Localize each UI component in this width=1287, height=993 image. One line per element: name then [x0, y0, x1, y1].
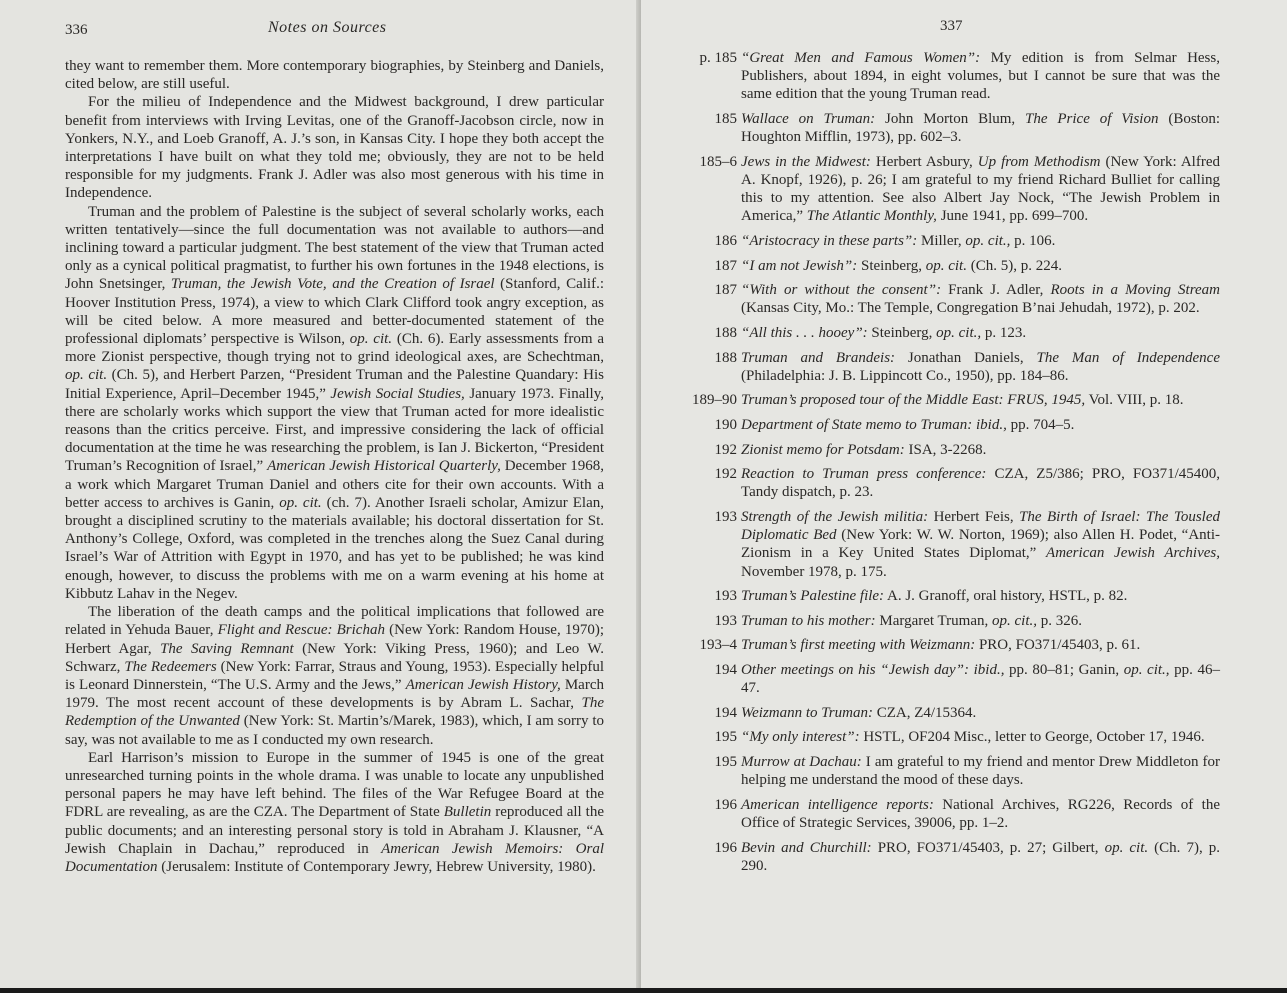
note-entry [680, 753, 1220, 789]
italic-run: Bevin and Churchill: [741, 839, 872, 856]
note-reference: 185–6 [699, 153, 737, 170]
italic-run: op. cit., [1123, 661, 1170, 678]
note-reference: 196 [714, 796, 737, 813]
note-entry [680, 587, 1220, 605]
note-entry [680, 232, 1220, 250]
note-text: Truman’s proposed tour of the Middle East: FRUS, 1945, Vol. VIII, p. 18. [741, 392, 1184, 409]
paragraph: The liberation of the death camps and the political implications that followed are related in Yehuda Bauer, Flight and Rescue: Brichah (New York: Random House, 1970); Herbert Agar, The Saving Remnant (New York: Viking Press, 1960); and Leo W. Schwarz, The Redeemers (New York: Farrar, Straus and Young, 1953). Especially helpful is Leonard Dinnerstein, “The U.S. Army and the Jews,” American Jewish History, March 1979. The most recent account of these developments is by Abram L. Sachar, The Redemption of the Unwanted (New York: St. Martin’s/Marek, 1983), which, I am sorry to say, was not available to me as I conducted my own research. [65, 604, 605, 748]
note-entry [680, 661, 1220, 697]
italic-run: Truman’s Palestine file: [741, 588, 885, 605]
paragraph: Truman and the problem of Palestine is the subject of several scholarly works, each written tentatively—since the full documentation was not available to authors—and inclining toward a particular judgment. The best statement of the view that Truman acted only as a cynical political pragmatist, to further his own fortunes in the 1948 elections, is John Snetsinger, Truman, the Jewish Vote, and the Creation of Israel (Stanford, Calif.: Hoover Institution Press, 1974), a view to which Clark Clifford took angry exception, as will be cited below. A more measured and better-documented statement of the professional diplomats’ perspective is Wilson, op. cit. (Ch. 6). Early assessments from a more Zionist perspective, though trying not to grind ideological axes, are Schechtman, op. cit. (Ch. 5), and Herbert Parzen, “President Truman and the Palestine Quandary: His Initial Experience, April–December 1945,” Jewish Social Studies, January 1973. Finally, there are scholarly works which support the view that Truman acted for more idealistic reasons than the critics perceive. First, and impressive considering the lack of official documentation at the time he was researching the problem, is Ian J. Bickerton, “President Truman’s Recognition of Israel,” American Jewish Historical Quarterly, December 1968, a work which Margaret Truman Daniel and others cite for their own accounts. With a better access to archives is Ganin, op. cit. (ch. 7). Another Israeli scholar, Amizur Elan, brought a disciplined scrutiny to the materials available; his doctoral dissertation for St. Anthony’s College, Oxford, was completed in the trenches along the Suez Canal during Israel’s War of Attrition with Egypt in 1970, and has yet to be published; he was kind enough, however, to discuss the problems with me on a warm evening at his home at Kibbutz Lahav in the Negev. [65, 203, 604, 602]
italic-run: The Saving Remnant [160, 640, 294, 657]
note-entry [680, 324, 1220, 342]
note-entry [680, 465, 1220, 501]
italic-run: op. cit. [65, 367, 108, 384]
note-reference: 186 [714, 233, 737, 249]
note-text: Wallace on Truman: John Morton Blum, The Price of Vision (Boston: Houghton Mifflin, 1973), pp. 602–3. [741, 111, 1220, 146]
note-entry [680, 49, 1220, 104]
italic-run: op. cit. [349, 331, 393, 348]
paragraph: Earl Harrison’s mission to Europe in the summer of 1945 is one of the great unresearched turning points in the whole drama. I was unable to locate any unpublished personal papers he may have left behind. The files of the War Refugee Board at the FDRL are revealing, as are the CZA. The Department of State Bulletin reproduced all the public documents; and an interesting personal story is told in Abraham J. Klausner, “A Jewish Chaplain in Dachau,” reproduced in American Jewish Memoirs: Oral Documentation (Jerusalem: Institute of Contemporary Jewry, Hebrew University, 1980). [65, 749, 604, 875]
note-text: American intelligence reports: National Archives, RG226, Records of the Office of Strategic Services, 39006, pp. 1–2. [741, 796, 1221, 831]
italic-run: op. cit., [992, 612, 1037, 629]
note-text: Reaction to Truman press conference: CZA, Z5/386; PRO, FO371/45400, Tandy dispatch, p. 23. [741, 466, 1220, 501]
italic-run: “My only interest”: [741, 729, 860, 746]
note-entry [680, 704, 1220, 722]
note-reference: 192 [714, 466, 737, 483]
note-text: “With or without the consent”: Frank J. Adler, Roots in a Moving Stream (Kansas City, Mo.: The Temple, Congregation B’nai Jehudah, 1972), p. 202. [741, 282, 1220, 317]
italic-run: American Jewish Archives, [1046, 545, 1220, 562]
italic-run: Wallace on Truman: [741, 111, 876, 127]
paragraph: they want to remember them. More contemporary biographies, by Steinberg and Daniels, cited below, are still useful. [65, 58, 604, 93]
italic-run: Zionist memo for Potsdam: [741, 441, 905, 458]
body-text [65, 57, 604, 876]
italic-run: The Redeemers [124, 658, 217, 675]
note-text: Other meetings on his “Jewish day”: ibid., pp. 80–81; Ganin, op. cit., pp. 46–47. [741, 661, 1221, 697]
italic-run: Truman’s first meeting with Weizmann: [741, 637, 976, 654]
italic-run: “Great Men and Famous Women”: [741, 50, 981, 66]
note-reference: 188 [714, 324, 737, 341]
italic-run: Up from Methodism [977, 153, 1101, 170]
note-text: Truman to his mother: Margaret Truman, op. cit., p. 326. [741, 612, 1082, 629]
italic-run: Truman and Brandeis: [741, 349, 896, 366]
note-reference: 187 [714, 257, 737, 274]
note-text: Truman and Brandeis: Jonathan Daniels, The Man of Independence (Philadelphia: J. B. Lippincott Co., 1950), pp. 184–86. [741, 349, 1221, 384]
note-entry [680, 441, 1220, 459]
note-entry [680, 416, 1220, 434]
note-text: Truman’s Palestine file: A. J. Granoff, oral history, HSTL, p. 82. [741, 588, 1128, 605]
italic-run: op. cit. [1104, 839, 1149, 856]
page-number: 337 [940, 18, 963, 34]
notes-list [680, 49, 1220, 881]
note-entry [680, 728, 1220, 746]
note-reference: 187 [714, 282, 737, 299]
left-page [0, 0, 640, 988]
note-text: “Great Men and Famous Women”: My edition is from Selmar Hess, Publishers, about 1894, in eight volumes, but I cannot be sure that was the same edition that the young Truman read. [741, 50, 1220, 103]
italic-run: American Jewish Memoirs: Oral Documentation [65, 840, 604, 875]
note-text: Weizmann to Truman: CZA, Z4/15364. [741, 704, 977, 721]
note-reference: 194 [714, 661, 737, 678]
italic-run: op. cit., [965, 233, 1011, 249]
note-text: Bevin and Churchill: PRO, FO371/45403, p. 27; Gilbert, op. cit. (Ch. 7), p. 290. [741, 839, 1221, 874]
italic-run: American intelligence reports: [741, 796, 934, 813]
note-reference: 189–90 [692, 392, 737, 409]
note-entry [680, 796, 1220, 832]
italic-run: Bulletin [443, 804, 492, 821]
italic-run: “With or without the consent”: [741, 282, 942, 299]
note-reference: p. 185 [699, 50, 737, 66]
italic-run: Strength of the Jewish militia: [741, 508, 929, 525]
italic-run: Truman, the Jewish Vote, and the Creation of Israel [170, 276, 495, 293]
note-text: Murrow at Dachau: I am grateful to my friend and mentor Drew Middleton for helping me understand the mood of these days. [741, 753, 1220, 789]
note-entry [680, 508, 1220, 581]
note-reference: 193 [714, 612, 737, 629]
italic-run: Jews in the Midwest: [741, 153, 871, 170]
italic-run: Roots in a Moving Stream [1050, 282, 1220, 299]
italic-run: Jewish Social Studies, [330, 385, 465, 402]
note-reference: 196 [714, 839, 737, 856]
note-reference: 195 [714, 729, 737, 746]
note-text: “Aristocracy in these parts”: Miller, op. cit., p. 106. [741, 233, 1056, 249]
italic-run: “All this . . . hooey”: [741, 324, 868, 341]
italic-run: “Aristocracy in these parts”: [741, 233, 918, 249]
note-reference: 193 [714, 588, 737, 605]
italic-run: Department of State memo to Truman: ibid., [741, 416, 1007, 433]
italic-run: The Birth of Israel: The Tousled Diplomatic Bed [741, 508, 1220, 544]
italic-run: Truman to his mother: [741, 612, 876, 629]
note-entry [680, 257, 1220, 275]
note-entry [680, 153, 1220, 226]
note-entry [680, 391, 1220, 409]
note-text: “I am not Jewish”: Steinberg, op. cit. (Ch. 5), p. 224. [741, 257, 1062, 274]
note-text: Department of State memo to Truman: ibid., pp. 704–5. [741, 416, 1075, 433]
italic-run: Truman’s proposed tour of the Middle East: FRUS, 1945, [741, 392, 1086, 409]
note-reference: 188 [714, 349, 737, 366]
note-reference: 192 [714, 441, 737, 458]
note-text: Strength of the Jewish militia: Herbert Feis, The Birth of Israel: The Tousled Diplomatic Bed (New York: W. W. Norton, 1969); also Allen H. Podet, “Anti-Zionism in a Key United States Diplomat,” American Jewish Archives, November 1978, p. 175. [741, 508, 1220, 580]
note-reference: 195 [714, 753, 737, 770]
note-entry [680, 349, 1220, 385]
italic-run: Reaction to Truman press conference: [741, 466, 987, 483]
note-text: Jews in the Midwest: Herbert Asbury, Up from Methodism (New York: Alfred A. Knopf, 1926), p. 26; I am grateful to my friend Richard Bulliet for calling this to my attention. See also Albert Jay Nock, “The Jewish Problem in America,” The Atlantic Monthly, June 1941, pp. 699–700. [741, 153, 1221, 225]
note-text: Truman’s first meeting with Weizmann: PRO, FO371/45403, p. 61. [741, 637, 1141, 654]
note-reference: 193–4 [699, 637, 737, 654]
note-text: “My only interest”: HSTL, OF204 Misc., letter to George, October 17, 1946. [741, 729, 1205, 746]
note-entry [680, 636, 1220, 654]
note-reference: 194 [714, 704, 737, 721]
italic-run: Other meetings on his “Jewish day”: ibid., [741, 661, 1005, 678]
running-head: Notes on Sources [268, 19, 387, 36]
italic-run: Flight and Rescue: Brichah [217, 622, 385, 639]
italic-run: American Jewish History, [405, 676, 561, 693]
italic-run: op. cit. [925, 257, 967, 274]
note-entry [680, 612, 1220, 630]
page-number: 336 [65, 22, 88, 38]
italic-run: Weizmann to Truman: [741, 704, 873, 721]
italic-run: The Atlantic Monthly, [806, 208, 937, 225]
note-entry [680, 839, 1220, 875]
note-reference: 185 [714, 111, 737, 127]
italic-run: Murrow at Dachau: [741, 753, 862, 770]
note-text: “All this . . . hooey”: Steinberg, op. cit., p. 123. [741, 324, 1027, 341]
italic-run: The Price of Vision [1025, 111, 1159, 127]
italic-run: American Jewish Historical Quarterly, [267, 458, 501, 475]
italic-run: “I am not Jewish”: [741, 257, 858, 274]
note-entry [680, 110, 1220, 146]
italic-run: The Man of Independence [1036, 349, 1221, 366]
italic-run: op. cit. [279, 494, 322, 511]
paragraph: For the milieu of Independence and the Midwest background, I drew particular benefit from interviews with Irving Levitas, one of the Granoff-Jacobson circle, now in Yonkers, N.Y., and Loeb Granoff, A. J.’s son, in Kansas City. I hope they both accept the interpretations I have built on what they told me; obviously, they are not to be held responsible for my judgments. Frank J. Adler was also most generous with his time in Independence. [65, 94, 604, 202]
note-reference: 193 [714, 508, 737, 525]
italic-run: op. cit., [936, 324, 982, 341]
note-text: Zionist memo for Potsdam: ISA, 3-2268. [741, 441, 987, 458]
italic-run: The Redemption of the Unwanted [65, 695, 604, 730]
note-entry [680, 281, 1220, 317]
note-reference: 190 [714, 416, 737, 433]
